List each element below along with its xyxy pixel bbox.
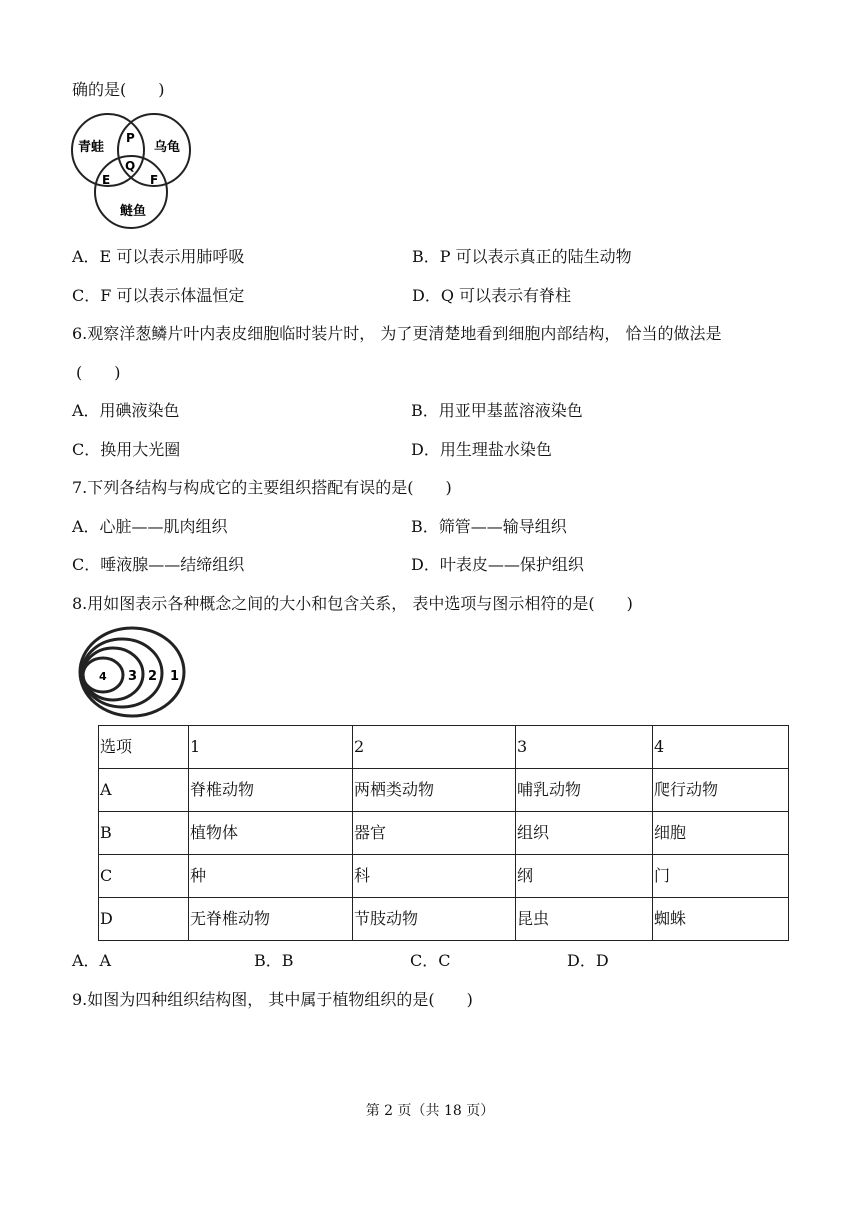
q6-option-b: B．用亚甲基蓝溶液染色 bbox=[411, 401, 583, 420]
table-cell: C bbox=[99, 855, 189, 898]
q9-stem: 9.如图为四种组织结构图， 其中属于植物组织的是( ) bbox=[72, 990, 473, 1009]
table-cell: 蜘蛛 bbox=[653, 898, 789, 941]
table-cell: 门 bbox=[653, 855, 789, 898]
q7-option-d: D．叶表皮——保护组织 bbox=[411, 555, 584, 574]
table-cell: 节肢动物 bbox=[353, 898, 516, 941]
table-cell: 纲 bbox=[516, 855, 653, 898]
table-row bbox=[99, 769, 789, 812]
table-cell: 科 bbox=[353, 855, 516, 898]
q7-stem: 7.下列各结构与构成它的主要组织搭配有误的是( ) bbox=[72, 478, 452, 497]
table-header-cell: 选项 bbox=[99, 726, 189, 769]
table-header-row bbox=[99, 726, 789, 769]
venn-f-label: F bbox=[150, 173, 159, 187]
q8-stem: 8.用如图表示各种概念之间的大小和包含关系， 表中选项与图示相符的是( ) bbox=[72, 594, 633, 613]
q5-option-d: D．Q 可以表示有脊柱 bbox=[412, 286, 572, 305]
q7-option-c: C．唾液腺——结缔组织 bbox=[72, 555, 245, 574]
q7-option-b: B．筛管——输导组织 bbox=[411, 517, 567, 536]
q8-option-c: C．C bbox=[410, 951, 451, 970]
table-row bbox=[99, 812, 789, 855]
q7-option-a: A．心脏——肌肉组织 bbox=[72, 517, 228, 536]
table-header-cell: 1 bbox=[189, 726, 353, 769]
q6-option-a: A．用碘液染色 bbox=[72, 401, 180, 420]
venn-diagram bbox=[68, 112, 198, 232]
q8-option-b: B．B bbox=[254, 951, 294, 970]
nested-circles-diagram bbox=[76, 624, 188, 720]
venn-p-label: P bbox=[126, 131, 135, 145]
venn-turtle-label: 乌龟 bbox=[154, 140, 181, 155]
venn-frog-label: 青蛙 bbox=[78, 140, 105, 155]
table-row bbox=[99, 855, 789, 898]
table-cell: 植物体 bbox=[189, 812, 353, 855]
q5-stem-tail: 确的是( ) bbox=[72, 80, 165, 99]
options-table bbox=[98, 725, 789, 941]
table-cell: 组织 bbox=[516, 812, 653, 855]
table-header-cell: 2 bbox=[353, 726, 516, 769]
table-cell: A bbox=[99, 769, 189, 812]
q5-option-a: A．E 可以表示用肺呼吸 bbox=[72, 247, 245, 266]
table-cell: 细胞 bbox=[653, 812, 789, 855]
circle-label-2: 2 bbox=[148, 669, 158, 684]
q8-option-a: A．A bbox=[72, 951, 112, 970]
table-cell: 两栖类动物 bbox=[353, 769, 516, 812]
table-row bbox=[99, 898, 789, 941]
q5-option-b: B．P 可以表示真正的陆生动物 bbox=[412, 247, 632, 266]
q6-stem-cont: ( ) bbox=[76, 363, 121, 382]
q6-option-d: D．用生理盐水染色 bbox=[411, 440, 552, 459]
table-cell: B bbox=[99, 812, 189, 855]
table-cell: 爬行动物 bbox=[653, 769, 789, 812]
page-footer: 第 2 页（共 18 页） bbox=[365, 1103, 495, 1119]
circle-label-1: 1 bbox=[170, 669, 180, 684]
venn-e-label: E bbox=[102, 173, 111, 187]
table-cell: 器官 bbox=[353, 812, 516, 855]
q6-option-c: C．换用大光圈 bbox=[72, 440, 181, 459]
q5-option-c: C．F 可以表示体温恒定 bbox=[72, 286, 245, 305]
table-cell: 种 bbox=[189, 855, 353, 898]
q6-stem: 6.观察洋葱鳞片叶内表皮细胞临时装片时， 为了更清楚地看到细胞内部结构， 恰当的做法是 bbox=[72, 324, 722, 343]
table-cell: D bbox=[99, 898, 189, 941]
circle-label-4: 4 bbox=[99, 670, 107, 683]
table-header-cell: 4 bbox=[653, 726, 789, 769]
q8-option-d: D．D bbox=[567, 951, 609, 970]
table-header-cell: 3 bbox=[516, 726, 653, 769]
venn-q-label: Q bbox=[125, 159, 136, 173]
table-cell: 昆虫 bbox=[516, 898, 653, 941]
venn-carp-label: 鲢鱼 bbox=[120, 204, 147, 219]
table-cell: 无脊椎动物 bbox=[189, 898, 353, 941]
table-cell: 脊椎动物 bbox=[189, 769, 353, 812]
circle-label-3: 3 bbox=[128, 669, 138, 684]
table-cell: 哺乳动物 bbox=[516, 769, 653, 812]
